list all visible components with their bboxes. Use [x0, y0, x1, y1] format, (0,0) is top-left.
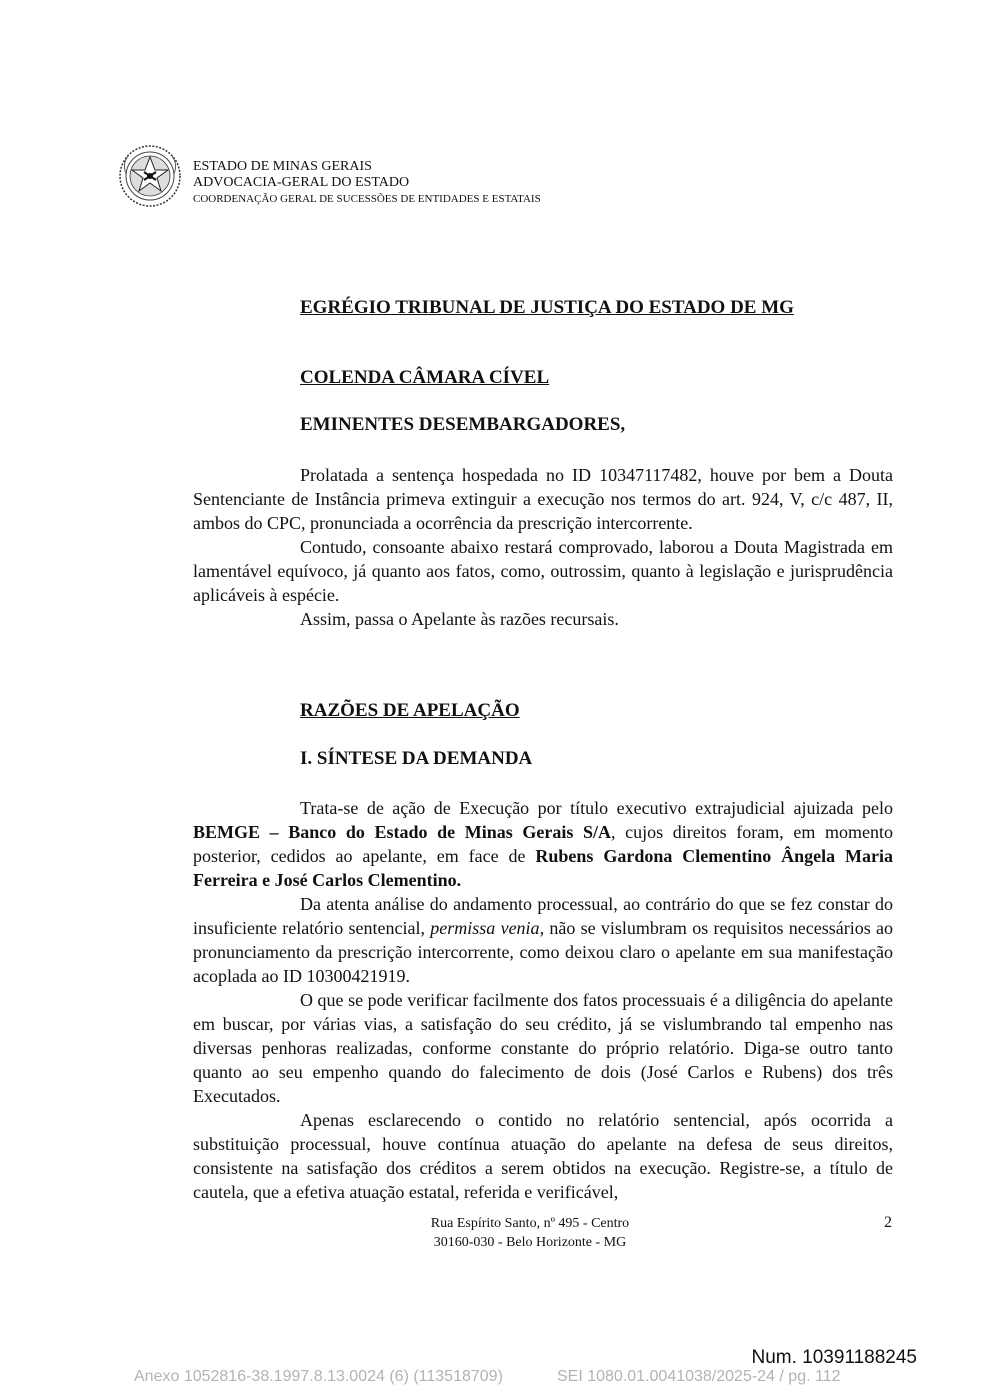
page-number: 2: [884, 1214, 892, 1231]
annex-stamp: [134, 1368, 841, 1386]
paragraph: Trata-se de ação de Execução por título executivo extrajudicial ajuizada pelo BEMGE – Banco do Estado de Minas Gerais S/A, cujos direitos foram, em momento posterior, cedidos ao apelante, em face de Rubens Gardona Clementino Ângela Maria Ferreira e José Carlos Clementino.: [193, 798, 893, 890]
sei-reference: SEI 1080.01.0041038/2025-24 / pg. 112: [557, 1368, 841, 1385]
heading-desembargadores: EMINENTES DESEMBARGADORES,: [300, 414, 626, 435]
document-number: Num. 10391188245: [751, 1347, 917, 1368]
paragraph: Apenas esclarecendo o contido no relatório sentencial, após ocorrida a substituição processual, houve contínua atuação do apelante na defesa de seus direitos, consistente na satisfação dos créditos a serem obtidos na execução. Registre-se, a título de cautela, que a efetiva atuação estatal, referida e verificável,: [193, 1110, 893, 1202]
paragraph: Prolatada a sentença hospedada no ID 10347117482, houve por bem a Douta Sentenciante de Instância primeva extinguir a execução nos termos do art. 924, V, c/c 487, II, ambos do CPC, pronunciada a ocorrência da prescrição intercorrente.: [193, 465, 893, 533]
coat-of-arms-icon: [118, 144, 182, 208]
footer-address: [330, 1214, 730, 1252]
bold-text: BEMGE – Banco do Estado de Minas Gerais S/A: [193, 822, 611, 842]
paragraph: O que se pode verificar facilmente dos fatos processuais é a diligência do apelante em buscar, por várias vias, a satisfação do seu crédito, já se vislumbrando tal empenho nas diversas penhoras realizadas, conforme constante do próprio relatório. Diga-se outro tanto quanto ao seu empenho quando do falecimento de dois (José Carlos e Rubens) dos três Executados.: [193, 990, 893, 1106]
header-agency: ADVOCACIA-GERAL DO ESTADO: [193, 175, 410, 190]
address-line: 30160-030 - Belo Horizonte - MG: [433, 1235, 627, 1250]
heading-camara: COLENDA CÂMARA CÍVEL: [300, 367, 550, 388]
heading-razoes: RAZÕES DE APELAÇÃO: [300, 700, 520, 721]
italic-text: permissa venia: [430, 918, 540, 938]
institution-header: [193, 159, 541, 207]
address-line: Rua Espírito Santo, nº 495 - Centro: [430, 1216, 630, 1231]
paragraph: Contudo, consoante abaixo restará comprovado, laborou a Douta Magistrada em lamentável equívoco, já quanto aos fatos, como, outrossim, quanto à legislação e jurisprudência aplicáveis à espécie.: [193, 537, 893, 605]
intro-section: [193, 463, 893, 631]
paragraph: Da atenta análise do andamento processual, ao contrário do que se fez constar do insuficiente relatório sentencial, permissa venia, não se vislumbram os requisitos necessários ao pronunciamento da prescrição intercorrente, como deixou claro o apelante em sua manifestação acoplada ao ID 10300421919.: [193, 894, 894, 986]
heading-sintese: I. SÍNTESE DA DEMANDA: [300, 748, 533, 769]
bold-text: Rubens Gardona Clementino Ângela Maria Ferreira e José Carlos Clementino.: [193, 846, 893, 890]
header-state: ESTADO DE MINAS GERAIS: [193, 159, 372, 174]
heading-tribunal: EGRÉGIO TRIBUNAL DE JUSTIÇA DO ESTADO DE MG: [300, 297, 794, 318]
header-coordination: COORDENAÇÃO GERAL DE SUCESSÕES DE ENTIDADES E ESTATAIS: [193, 193, 541, 205]
annex-reference: Anexo 1052816-38.1997.8.13.0024 (6) (113518709): [134, 1368, 503, 1385]
sintese-section: [193, 796, 893, 1204]
paragraph: Assim, passa o Apelante às razões recursais.: [300, 609, 619, 629]
